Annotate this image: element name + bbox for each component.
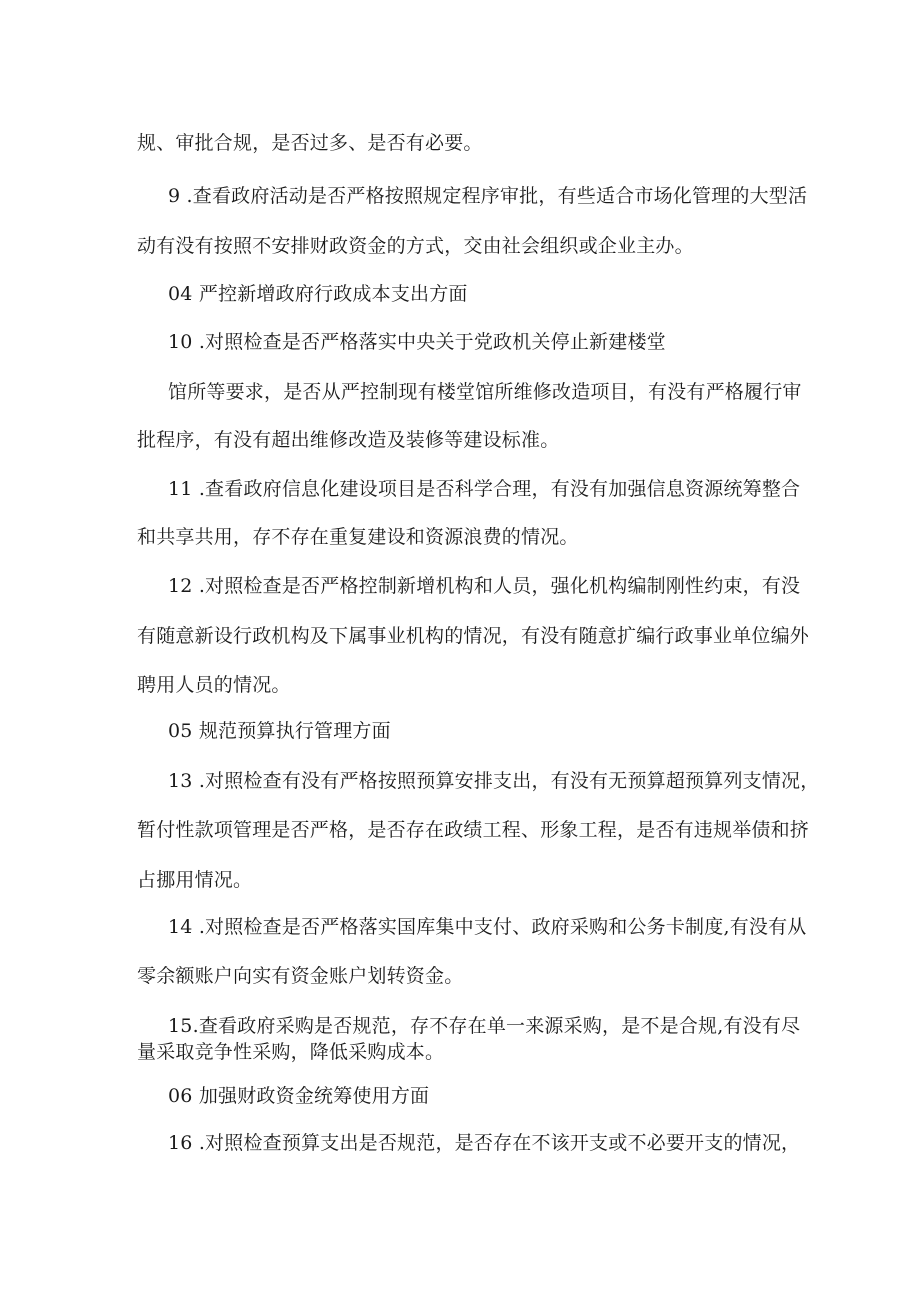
item-13-line-3: 占挪用情况。 (137, 869, 253, 891)
item-16-line-1: 16 .对照检查预算支出是否规范，是否存在不该开支或不必要开支的情况， (168, 1132, 801, 1154)
section-heading-05: 05 规范预算执行管理方面 (168, 720, 391, 742)
item-10-line-2: 馆所等要求，是否从严控制现有楼堂馆所维修改造项目，有没有严格履行审 (168, 381, 802, 403)
item-10-line-3: 批程序，有没有超出维修改造及装修等建设标准。 (137, 429, 560, 451)
section-heading-06: 06 加强财政资金统筹使用方面 (168, 1085, 430, 1107)
item-12-line-3: 聘用人员的情况。 (137, 674, 291, 696)
item-14-line-2: 零余额账户向实有资金账户划转资金。 (137, 965, 464, 987)
item-14-line-1: 14 .对照检查是否严格落实国库集中支付、政府采购和公务卡制度,有没有从 (168, 916, 807, 938)
item-15-line-1: 15.查看政府采购是否规范，存不存在单一来源采购，是不是合规,有没有尽 (168, 1015, 801, 1037)
item-11-line-1: 11 .查看政府信息化建设项目是否科学合理，有没有加强信息资源统筹整合 (168, 478, 801, 500)
section-heading-04: 04 严控新增政府行政成本支出方面 (168, 283, 468, 305)
item-13-line-2: 暂付性款项管理是否严格，是否存在政绩工程、形象工程，是否有违规举债和挤 (137, 819, 810, 841)
item-11-line-2: 和共享共用，存不存在重复建设和资源浪费的情况。 (137, 526, 579, 548)
paragraph-line: 规、审批合规，是否过多、是否有必要。 (137, 132, 483, 154)
item-15-line-2: 量采取竞争性采购，降低采购成本。 (137, 1041, 445, 1063)
item-13-line-1: 13 .对照检查有没有严格按照预算安排支出，有没有无预算超预算列支情况， (168, 770, 820, 792)
item-10-line-1: 10 .对照检查是否严格落实中央关于党政机关停止新建楼堂 (168, 331, 666, 353)
item-12-line-1: 12 .对照检查是否严格控制新增机构和人员，强化机构编制刚性约束，有没 (168, 575, 801, 597)
item-9-line-2: 动有没有按照不安排财政资金的方式，交由社会组织或企业主办。 (137, 235, 694, 257)
item-9-line-1: 9 .查看政府活动是否严格按照规定程序审批，有些适合市场化管理的大型活 (168, 185, 808, 207)
item-12-line-2: 有随意新设行政机构及下属事业机构的情况，有没有随意扩编行政事业单位编外 (137, 625, 810, 647)
